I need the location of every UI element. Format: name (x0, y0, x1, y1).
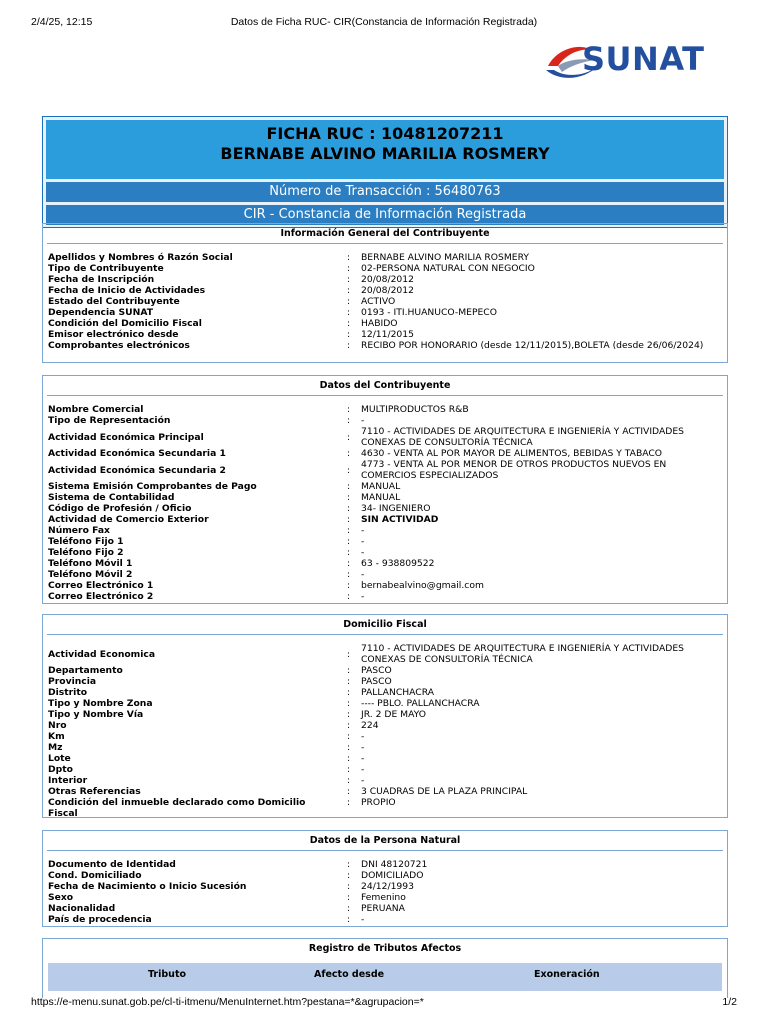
field-value: PASCO (361, 676, 392, 687)
field-value: MULTIPRODUCTOS R&B (361, 404, 469, 415)
field-label: Tipo de Contribuyente (48, 263, 164, 274)
field-separator: : (347, 753, 351, 764)
field-value: - (361, 547, 365, 558)
field-label: Número Fax (48, 525, 110, 536)
field-separator: : (347, 764, 351, 775)
field-value: PALLANCHACRA (361, 687, 435, 698)
section-rows (43, 244, 727, 351)
field-value: - (361, 591, 365, 602)
field-row (43, 797, 727, 819)
field-label: Apellidos y Nombres ó Razón Social (48, 252, 233, 263)
field-row (43, 753, 727, 764)
field-separator: : (347, 775, 351, 786)
field-value: HABIDO (361, 318, 398, 329)
field-separator: : (347, 731, 351, 742)
field-label: Correo Electrónico 1 (48, 580, 154, 591)
field-label: Documento de Identidad (48, 859, 176, 870)
field-row (43, 263, 727, 274)
field-label: Correo Electrónico 2 (48, 591, 154, 602)
field-separator: : (347, 665, 351, 676)
contributor-name-heading: BERNABE ALVINO MARILIA ROSMERY (220, 144, 550, 163)
field-separator: : (347, 914, 351, 925)
column-header-exoneracion: Exoneración (534, 969, 600, 980)
field-row (43, 892, 727, 903)
field-label: Mz (48, 742, 63, 753)
field-separator: : (347, 569, 351, 580)
field-label: Sistema de Contabilidad (48, 492, 175, 503)
field-value: PERUANA (361, 903, 405, 914)
field-row (43, 318, 727, 329)
field-value: PROPIO (361, 797, 396, 808)
field-label: Teléfono Fijo 1 (48, 536, 124, 547)
field-separator: : (347, 786, 351, 797)
field-separator: : (347, 465, 351, 476)
field-value: ---- PBLO. PALLANCHACRA (361, 698, 480, 709)
field-separator: : (347, 404, 351, 415)
field-label: Provincia (48, 676, 97, 687)
field-separator: : (347, 903, 351, 914)
field-row (43, 274, 727, 285)
field-row (43, 742, 727, 753)
field-separator: : (347, 859, 351, 870)
field-separator: : (347, 503, 351, 514)
field-row (43, 481, 727, 492)
field-value: SIN ACTIVIDAD (361, 514, 439, 525)
field-label: Actividad Económica Secundaria 1 (48, 448, 226, 459)
field-row (43, 643, 727, 665)
field-separator: : (347, 649, 351, 660)
field-label: Tipo y Nombre Vía (48, 709, 144, 720)
field-row (43, 914, 727, 925)
field-separator: : (347, 580, 351, 591)
field-row (43, 503, 727, 514)
field-value: - (361, 742, 365, 753)
field-separator: : (347, 698, 351, 709)
field-separator: : (347, 514, 351, 525)
field-value: - (361, 731, 365, 742)
field-row (43, 492, 727, 503)
section-rows (43, 851, 727, 925)
field-row (43, 525, 727, 536)
print-url: https://e-menu.sunat.gob.pe/cl-ti-itmenu/MenuInternet.htm?pestana=*&agrupacion=* (31, 996, 424, 1008)
section-tributos (42, 938, 728, 998)
field-value: BERNABE ALVINO MARILIA ROSMERY (361, 252, 530, 263)
field-label: Nacionalidad (48, 903, 116, 914)
field-separator: : (347, 318, 351, 329)
field-separator: : (347, 492, 351, 503)
field-row (43, 591, 727, 602)
field-value: 63 - 938809522 (361, 558, 435, 569)
print-header (0, 16, 768, 30)
field-label: Km (48, 731, 65, 742)
field-label: Interior (48, 775, 88, 786)
field-label: Otras Referencias (48, 786, 141, 797)
field-label: Actividad Económica Secundaria 2 (48, 465, 226, 476)
field-separator: : (347, 676, 351, 687)
field-value: 3 CUADRAS DE LA PLAZA PRINCIPAL (361, 786, 528, 797)
field-value: 20/08/2012 (361, 285, 414, 296)
field-value: ACTIVO (361, 296, 396, 307)
transaction-number: Número de Transacción : 56480763 (46, 182, 724, 202)
field-separator: : (347, 263, 351, 274)
field-row (43, 687, 727, 698)
field-row (43, 580, 727, 591)
section-info-general (42, 223, 728, 363)
field-separator: : (347, 296, 351, 307)
field-separator: : (347, 536, 351, 547)
field-row (43, 547, 727, 558)
field-value: - (361, 536, 365, 547)
field-label: Emisor electrónico desde (48, 329, 179, 340)
field-value: - (361, 525, 365, 536)
tributos-table-header (48, 963, 722, 991)
section-rows (43, 635, 727, 819)
field-label: Sexo (48, 892, 74, 903)
field-label: Dependencia SUNAT (48, 307, 153, 318)
field-label: Fecha de Nacimiento o Inicio Sucesión (48, 881, 247, 892)
field-label: Condición del Domicilio Fiscal (48, 318, 202, 329)
field-value: MANUAL (361, 492, 401, 503)
field-row (43, 786, 727, 797)
field-label: Teléfono Móvil 2 (48, 569, 133, 580)
field-separator: : (347, 481, 351, 492)
field-row (43, 731, 727, 742)
field-value: 20/08/2012 (361, 274, 414, 285)
section-title: Registro de Tributos Afectos (308, 943, 462, 954)
field-separator: : (347, 285, 351, 296)
field-label: Lote (48, 753, 71, 764)
field-separator: : (347, 742, 351, 753)
ficha-ruc-banner (42, 116, 728, 228)
field-value: - (361, 569, 365, 580)
field-separator: : (347, 432, 351, 443)
field-row (43, 720, 727, 731)
field-value: PASCO (361, 665, 392, 676)
field-value: 0193 - ITI.HUANUCO-MEPECO (361, 307, 497, 318)
field-row (43, 558, 727, 569)
section-persona-natural (42, 830, 728, 927)
sunat-logo-text: SUNAT (582, 40, 705, 78)
banner-title-block (46, 120, 724, 179)
field-label: Distrito (48, 687, 88, 698)
field-row (43, 764, 727, 775)
field-value: - (361, 753, 365, 764)
field-row (43, 448, 727, 459)
field-separator: : (347, 340, 351, 351)
field-value: - (361, 914, 365, 925)
field-value: Femenino (361, 892, 406, 903)
field-label: Condición del inmueble declarado como Domicilio Fiscal (48, 797, 306, 819)
field-label: Tipo de Representación (48, 415, 171, 426)
field-value: 12/11/2015 (361, 329, 414, 340)
field-row (43, 426, 727, 448)
field-value: RECIBO POR HONORARIO (desde 12/11/2015),BOLETA (desde 26/06/2024) (361, 340, 704, 351)
field-separator: : (347, 591, 351, 602)
field-label: Cond. Domiciliado (48, 870, 142, 881)
field-label: Fecha de Inicio de Actividades (48, 285, 206, 296)
print-title: Datos de Ficha RUC- CIR(Constancia de Información Registrada) (230, 16, 538, 28)
field-label: Nro (48, 720, 67, 731)
print-datetime: 2/4/25, 12:15 (31, 16, 93, 28)
field-row (43, 870, 727, 881)
field-separator: : (347, 870, 351, 881)
field-value: 02-PERSONA NATURAL CON NEGOCIO (361, 263, 535, 274)
field-value: 34- INGENIERO (361, 503, 431, 514)
field-value: 7110 - ACTIVIDADES DE ARQUITECTURA E INGENIERÍA Y ACTIVIDADES CONEXAS DE CONSULTORÍA TÉCNICA (361, 643, 684, 665)
field-value: 224 (361, 720, 379, 731)
field-row (43, 514, 727, 525)
field-label: Actividad Economica (48, 649, 156, 660)
field-label: Código de Profesión / Oficio (48, 503, 192, 514)
field-separator: : (347, 415, 351, 426)
field-separator: : (347, 329, 351, 340)
field-row (43, 665, 727, 676)
section-title: Datos de la Persona Natural (47, 831, 723, 851)
field-label: Teléfono Móvil 1 (48, 558, 133, 569)
field-row (43, 676, 727, 687)
field-label: Actividad Económica Principal (48, 432, 204, 443)
field-row (43, 307, 727, 318)
field-label: Comprobantes electrónicos (48, 340, 190, 351)
field-separator: : (347, 547, 351, 558)
field-row (43, 903, 727, 914)
column-header-tributo: Tributo (148, 969, 187, 980)
field-label: Actividad de Comercio Exterior (48, 514, 209, 525)
section-rows (43, 396, 727, 602)
field-value: DOMICILIADO (361, 870, 424, 881)
field-row (43, 329, 727, 340)
field-row (43, 340, 727, 351)
section-datos-contribuyente (42, 375, 728, 604)
section-title: Información General del Contribuyente (47, 224, 723, 244)
field-label: Tipo y Nombre Zona (48, 698, 153, 709)
field-label: País de procedencia (48, 914, 152, 925)
ruc-number-heading: FICHA RUC : 10481207211 (266, 124, 504, 143)
field-value: 24/12/1993 (361, 881, 414, 892)
field-value: 4630 - VENTA AL POR MAYOR DE ALIMENTOS, BEBIDAS Y TABACO (361, 448, 663, 459)
field-separator: : (347, 709, 351, 720)
print-footer (0, 996, 768, 1010)
field-label: Estado del Contribuyente (48, 296, 180, 307)
section-title: Domicilio Fiscal (47, 615, 723, 635)
field-row (43, 296, 727, 307)
field-label: Teléfono Fijo 2 (48, 547, 124, 558)
sunat-logo (544, 36, 726, 86)
field-value: MANUAL (361, 481, 401, 492)
field-row (43, 569, 727, 580)
field-label: Departamento (48, 665, 123, 676)
field-separator: : (347, 274, 351, 285)
field-label: Dpto (48, 764, 73, 775)
field-row (43, 709, 727, 720)
field-label: Nombre Comercial (48, 404, 144, 415)
field-value: 7110 - ACTIVIDADES DE ARQUITECTURA E INGENIERÍA Y ACTIVIDADES CONEXAS DE CONSULTORÍA TÉCNICA (361, 426, 684, 448)
field-separator: : (347, 881, 351, 892)
field-row (43, 698, 727, 709)
cir-subtitle: CIR - Constancia de Información Registrada (46, 205, 724, 225)
field-separator: : (347, 797, 351, 808)
field-value: 4773 - VENTA AL POR MENOR DE OTROS PRODUCTOS NUEVOS EN COMERCIOS ESPECIALIZADOS (361, 459, 667, 481)
field-separator: : (347, 448, 351, 459)
field-label: Fecha de Inscripción (48, 274, 155, 285)
field-row (43, 459, 727, 481)
field-separator: : (347, 558, 351, 569)
field-row (43, 404, 727, 415)
field-separator: : (347, 525, 351, 536)
field-row (43, 285, 727, 296)
field-value: - (361, 415, 365, 426)
field-value: bernabealvino@gmail.com (361, 580, 484, 591)
field-value: - (361, 775, 365, 786)
field-row (43, 415, 727, 426)
field-row (43, 775, 727, 786)
section-domicilio-fiscal (42, 614, 728, 818)
section-title: Datos del Contribuyente (47, 376, 723, 396)
field-value: JR. 2 DE MAYO (361, 709, 427, 720)
field-label: Sistema Emisión Comprobantes de Pago (48, 481, 257, 492)
field-value: - (361, 764, 365, 775)
column-header-afecto-desde: Afecto desde (314, 969, 385, 980)
field-row (43, 536, 727, 547)
field-row (43, 252, 727, 263)
field-separator: : (347, 307, 351, 318)
field-separator: : (347, 720, 351, 731)
field-separator: : (347, 687, 351, 698)
field-row (43, 881, 727, 892)
page-number: 1/2 (722, 996, 737, 1008)
field-value: DNI 48120721 (361, 859, 428, 870)
field-separator: : (347, 252, 351, 263)
field-separator: : (347, 892, 351, 903)
field-row (43, 859, 727, 870)
